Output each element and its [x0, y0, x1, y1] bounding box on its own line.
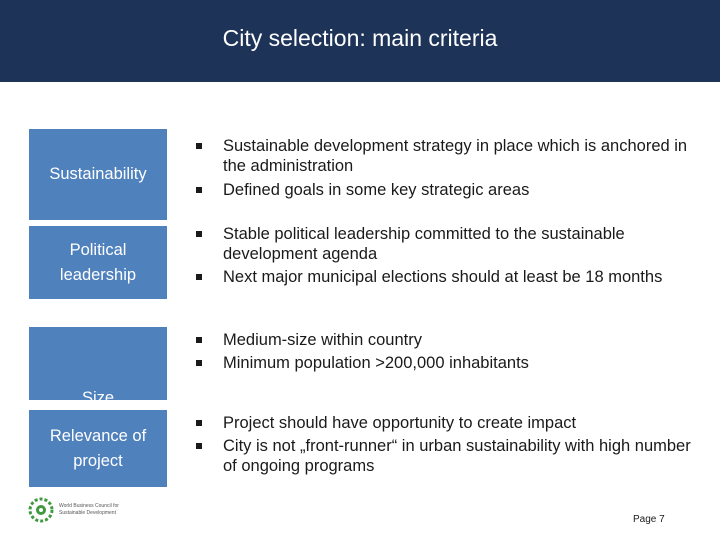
bullet-item [195, 224, 700, 264]
criterion-box-relevance-of-project [29, 410, 167, 487]
square-bullet-icon [196, 360, 202, 366]
bullet-item [195, 267, 700, 287]
slide-header [0, 0, 720, 82]
bullet-item [195, 180, 700, 200]
logo-text-line: World Business Council for [59, 503, 119, 509]
square-bullet-icon [196, 337, 202, 343]
square-bullet-icon [196, 443, 202, 449]
criterion-box-political-leadership [29, 226, 167, 299]
criterion-box-sustainability [29, 129, 167, 220]
bullet-item [195, 136, 700, 176]
bullet-text: City is not „front-runner“ in urban sustainability with high number of ongoing programs [223, 437, 691, 475]
bullet-text: Next major municipal elections should at least be 18 months [223, 268, 663, 286]
criterion-bullets-relevance-of-project [195, 413, 700, 476]
footer-logo [28, 495, 119, 525]
logo-text-line: Sustainable Development [59, 510, 116, 516]
bullet-text: Stable political leadership committed to the sustainable development agenda [223, 225, 625, 263]
criterion-label: Relevance of project [49, 426, 147, 470]
criterion-box-size [29, 327, 167, 407]
bullet-text: Sustainable development strategy in place which is anchored in the administration [223, 137, 688, 175]
criterion-label: Sustainability [49, 165, 147, 183]
page-number: Page 7 [633, 514, 665, 525]
criterion-bullets-sustainability [195, 136, 700, 200]
criterion-bullets-size [195, 330, 700, 373]
square-bullet-icon [196, 420, 202, 426]
square-bullet-icon [196, 231, 202, 237]
square-bullet-icon [196, 274, 202, 280]
criterion-label: Political leadership [59, 240, 137, 284]
bullet-text: Medium-size within country [223, 331, 422, 349]
wbcsd-logo-icon [28, 495, 54, 525]
square-bullet-icon [196, 187, 202, 193]
criterion-bullets-political-leadership [195, 224, 700, 287]
bullet-text: Minimum population >200,000 inhabitants [223, 354, 529, 372]
logo-text [59, 503, 119, 517]
bullet-text: Defined goals in some key strategic areas [223, 181, 530, 199]
bullet-item [195, 353, 700, 373]
square-bullet-icon [196, 143, 202, 149]
bullet-text: Project should have opportunity to create impact [223, 414, 577, 432]
bullet-item [195, 413, 700, 433]
criterion-label: Size [81, 389, 115, 407]
slide-title: City selection: main criteria [222, 24, 498, 51]
bullet-item [195, 436, 700, 476]
bullet-item [195, 330, 700, 350]
